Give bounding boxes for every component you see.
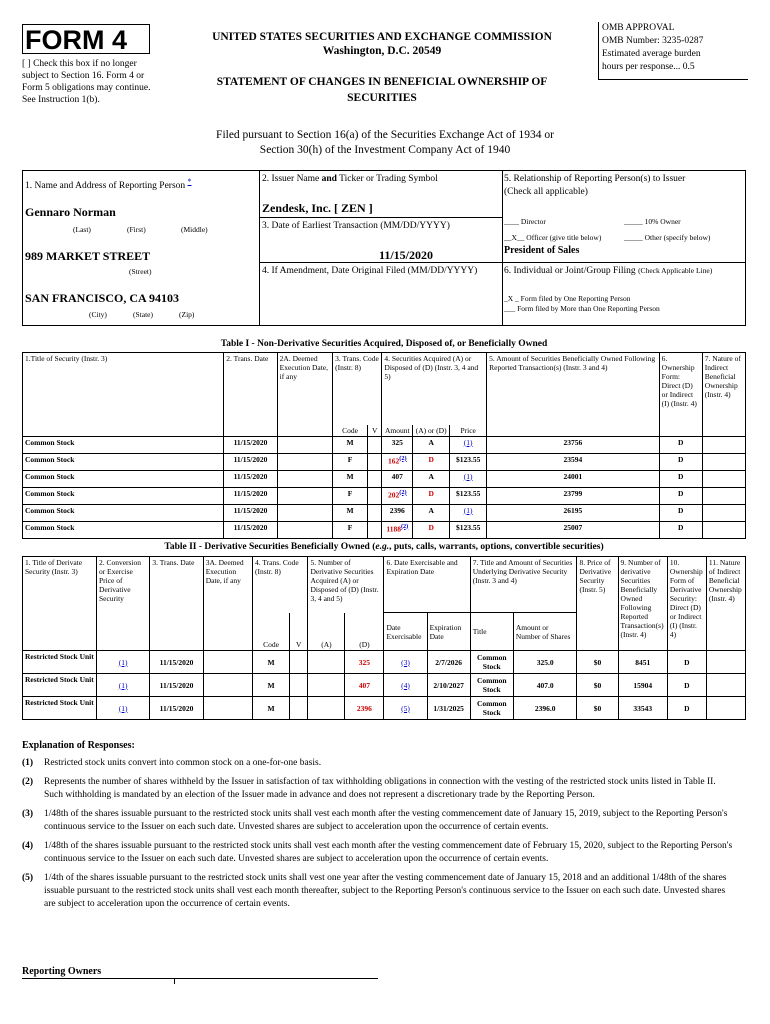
- t1-owned: 24001: [487, 470, 660, 487]
- t2-date: 11/15/2020: [150, 651, 203, 674]
- explanation-text: 1/48th of the shares issuable pursuant to the restricted stock units shall vest each month after the vesting commencement date of January 15, 2019, subject to the Reporting Person's continuous service to the Issuer on each such date. Unvested shares are subject to acceleration upon the occurrence of certain events.: [44, 809, 728, 832]
- t2-h-nature: 11. Nature of Indirect Beneficial Ownership (Instr. 4): [706, 557, 745, 651]
- t2-d: 325: [345, 651, 384, 674]
- t1-deemed: [277, 504, 332, 521]
- t2-exercisable[interactable]: (5): [384, 697, 427, 720]
- explanation-item: [22, 776, 742, 802]
- t1-amount-value: 325: [391, 437, 403, 447]
- t2-h-number: 5. Number of Derivative Securities Acquired (A) or Disposed of (D) (Instr. 3, 4 and 5): [308, 557, 384, 613]
- t2-a: [308, 697, 345, 720]
- t2-code: M: [253, 651, 290, 674]
- t1-owned: 23799: [487, 487, 660, 504]
- t2-price: $0: [577, 651, 618, 674]
- t1-date: 11/15/2020: [224, 504, 277, 521]
- table2-title-post: , puts, calls, warrants, options, convertible securities): [389, 542, 604, 552]
- t1-amount-value: 202: [388, 490, 400, 499]
- middle-label: (Middle): [181, 225, 208, 234]
- t2-owned: 8451: [618, 651, 667, 674]
- t1-v: [368, 436, 382, 453]
- t2-h-conv: 2. Conversion or Exercise Price of Derivative Security: [96, 557, 149, 651]
- t1-owned: 25007: [487, 521, 660, 538]
- t2-shares: 325.0: [513, 651, 577, 674]
- agency-line-2: Washington, D.C. 20549: [322, 45, 442, 57]
- earliest-transaction-box: [259, 217, 503, 263]
- issuer-label-and: and: [321, 174, 337, 184]
- table1-title: Table I - Non-Derivative Securities Acquired, Disposed of, or Beneficially Owned: [220, 339, 548, 349]
- t1-date: 11/15/2020: [224, 453, 277, 470]
- t2-nature: [706, 697, 745, 720]
- t2-d: 2396: [345, 697, 384, 720]
- t1-aord: D: [413, 521, 450, 538]
- reporting-person-box: [22, 170, 260, 326]
- t1-v: [368, 504, 382, 521]
- t1-aord: D: [413, 453, 450, 470]
- t2-conv[interactable]: (1): [96, 697, 149, 720]
- t2-v: [289, 697, 307, 720]
- t1-price[interactable]: (1): [450, 504, 487, 521]
- t1-deemed: [277, 487, 332, 504]
- t2-h-v: V: [289, 613, 307, 651]
- t1-amount-footnote-link[interactable]: (2): [399, 454, 407, 462]
- explanation-number: (3): [22, 809, 34, 819]
- explanation-number: (2): [22, 777, 34, 787]
- t1-title: Common Stock: [23, 487, 224, 504]
- t1-nature: [702, 487, 745, 504]
- t2-h-exp: Expiration Date: [427, 613, 470, 651]
- explanation-text: 1/48th of the shares issuable pursuant to the restricted stock units shall vest each month after the vesting commencement date of February 15, 2020, subject to the Reporting Person's continuous service to the Issuer on each such date. Unvested shares are subject to acceleration upon the occurrence of certain events.: [44, 841, 733, 864]
- t2-date: 11/15/2020: [150, 697, 203, 720]
- t1-deemed: [277, 453, 332, 470]
- t2-h-amt: Amount or Number of Shares: [513, 613, 577, 651]
- t1-deemed: [277, 521, 332, 538]
- t1-price: $123.55: [450, 453, 487, 470]
- t1-h-acquired: 4. Securities Acquired (A) or Disposed of (D) (Instr. 3, 4 and 5): [382, 353, 487, 425]
- other-checkbox[interactable]: _____ Other (specify below): [624, 233, 711, 242]
- t1-price: $123.55: [450, 487, 487, 504]
- t1-code: F: [333, 487, 368, 504]
- t1-title: Common Stock: [23, 453, 224, 470]
- omb-line-4: hours per response... 0.5: [602, 62, 695, 72]
- table-row: [23, 470, 746, 487]
- statement-line-1: STATEMENT OF CHANGES IN BENEFICIAL OWNERSHIP OF: [216, 76, 548, 88]
- t1-code: M: [333, 504, 368, 521]
- t2-nature: [706, 674, 745, 697]
- street-label: (Street): [129, 267, 152, 276]
- statement-line-2: SECURITIES: [347, 92, 417, 104]
- omb-line-2: OMB Number: 3235-0287: [602, 36, 704, 46]
- explanation-text: Restricted stock units convert into common stock on a one-for-one basis.: [44, 758, 322, 768]
- ten-percent-owner-checkbox[interactable]: _____ 10% Owner: [624, 217, 681, 226]
- t1-v: [368, 487, 382, 504]
- last-label: (Last): [73, 225, 91, 234]
- t1-h-owned: 5. Amount of Securities Beneficially Owned Following Reported Transaction(s) (Instr. 3 and 4): [487, 353, 660, 437]
- t1-h-nature: 7. Nature of Indirect Beneficial Ownership (Instr. 4): [702, 353, 745, 437]
- t2-h-a: (A): [308, 613, 345, 651]
- amendment-box: [259, 262, 503, 326]
- director-checkbox[interactable]: ____ Director: [504, 217, 546, 226]
- t2-code: M: [253, 697, 290, 720]
- explanation-text: 1/4th of the shares issuable pursuant to the restricted stock units shall vest one year after the vesting commencement date of January 15, 2018 and an additional 1/48th of the shares issuable pursuant to the restricted stock units shall vest each month thereafter, subject to the Reporting Person's continuous service to the Issuer on each such date. Unvested shares are subject to acceleration upon the occurrence of certain events.: [44, 873, 727, 909]
- table-row: [23, 453, 746, 470]
- t1-amount: [382, 487, 413, 504]
- reporting-owners-title: Reporting Owners: [22, 966, 102, 977]
- t2-a: [308, 651, 345, 674]
- filed-line-1: Filed pursuant to Section 16(a) of the Securities Exchange Act of 1934 or: [216, 129, 554, 141]
- t2-code: M: [253, 674, 290, 697]
- relationship-label: 5. Relationship of Reporting Person(s) to Issuer: [504, 174, 686, 184]
- explanation-list: [22, 757, 742, 917]
- t1-date: 11/15/2020: [224, 487, 277, 504]
- reporting-person-label: 1. Name and Address of Reporting Person: [25, 181, 186, 192]
- t2-conv[interactable]: (1): [96, 674, 149, 697]
- t2-h-date: 3. Trans. Date: [150, 557, 203, 651]
- explanation-item: [22, 840, 742, 866]
- t1-code: M: [333, 436, 368, 453]
- t1-form: D: [659, 521, 702, 538]
- check-box-note: [ ] Check this box if no longer subject to Section 16. Form 4 or Form 5 obligations may continue. See Instruction 1(b).: [22, 59, 151, 105]
- t2-h-code-sub: Code: [253, 613, 290, 651]
- explanation-item: [22, 757, 742, 770]
- t2-nature: [706, 651, 745, 674]
- table-row: [23, 697, 746, 720]
- relationship-sublabel: (Check all applicable): [504, 187, 588, 197]
- agency-name: [172, 30, 592, 58]
- t1-owned: 26195: [487, 504, 660, 521]
- t1-h-title: 1.Title of Security (Instr. 3): [23, 353, 224, 437]
- t2-deemed: [203, 651, 252, 674]
- t1-code: M: [333, 470, 368, 487]
- t2-title: Restricted Stock Unit: [23, 651, 97, 674]
- t2-conv[interactable]: (1): [96, 651, 149, 674]
- relationship-box: [502, 170, 746, 263]
- t1-deemed: [277, 436, 332, 453]
- table-row: [23, 504, 746, 521]
- table-row: [23, 674, 746, 697]
- t2-form: D: [667, 651, 706, 674]
- t2-price: $0: [577, 697, 618, 720]
- t1-v: [368, 453, 382, 470]
- t1-aord: A: [413, 470, 450, 487]
- t2-underlying: Common Stock: [470, 674, 513, 697]
- table-row: [23, 436, 746, 453]
- t1-h-code-sub: Code: [333, 425, 368, 437]
- t1-aord: D: [413, 487, 450, 504]
- t2-title: Restricted Stock Unit: [23, 674, 97, 697]
- t2-form: D: [667, 697, 706, 720]
- t1-price: $123.55: [450, 521, 487, 538]
- t1-h-price: Price: [450, 425, 487, 437]
- t1-amount: [382, 436, 413, 453]
- filing-label: 6. Individual or Joint/Group Filing: [504, 266, 636, 276]
- city-state-zip: SAN FRANCISCO, CA 94103: [25, 291, 180, 305]
- t1-h-deemed: 2A. Deemed Execution Date, if any: [277, 353, 332, 437]
- city-label: (City): [89, 310, 107, 319]
- t1-amount: [382, 504, 413, 521]
- table1-header-row: [23, 353, 746, 425]
- t1-amount: [382, 521, 413, 538]
- explanation-text: Represents the number of shares withheld by the Issuer in satisfaction of tax withholding obligations in connection with the vesting of the restricted stock units listed in Table II. Such withholding is mandated by an election of the Issuer made in advance and does not represent a discretionary trade by the Reporting Person.: [44, 777, 716, 800]
- t1-aord: A: [413, 504, 450, 521]
- t1-nature: [702, 470, 745, 487]
- t1-date: 11/15/2020: [224, 436, 277, 453]
- table2-header-row: [23, 557, 746, 613]
- earliest-transaction-date: 11/15/2020: [379, 248, 434, 262]
- amendment-label: 4. If Amendment, Date Original Filed (MM/DD/YYYY): [262, 266, 478, 276]
- state-label: (State): [133, 310, 153, 319]
- table-row: [23, 487, 746, 504]
- t2-underlying: Common Stock: [470, 697, 513, 720]
- t2-v: [289, 651, 307, 674]
- t2-h-d: (D): [345, 613, 384, 651]
- t2-underlying: Common Stock: [470, 651, 513, 674]
- t1-title: Common Stock: [23, 521, 224, 538]
- t1-nature: [702, 504, 745, 521]
- t2-owned: 33543: [618, 697, 667, 720]
- explanation-number: (4): [22, 841, 34, 851]
- table-row: [23, 651, 746, 674]
- issuer-label-pre: 2. Issuer Name: [262, 174, 322, 184]
- t1-price[interactable]: (1): [450, 470, 487, 487]
- issuer-name: Zendesk, Inc. [ ZEN ]: [262, 201, 373, 215]
- t1-price[interactable]: (1): [450, 436, 487, 453]
- t2-exercisable[interactable]: (4): [384, 674, 427, 697]
- t1-title: Common Stock: [23, 470, 224, 487]
- issuer-label-post: Ticker or Trading Symbol: [336, 174, 438, 184]
- t2-expiration: 1/31/2025: [427, 697, 470, 720]
- table2-title: [22, 542, 746, 552]
- omb-line-1: OMB APPROVAL: [602, 23, 675, 33]
- t2-h-date-ex: Date Exercisable: [384, 613, 427, 651]
- explanation-number: (1): [22, 758, 34, 768]
- table1: [22, 352, 746, 539]
- t2-exercisable[interactable]: (3): [384, 651, 427, 674]
- t1-form: D: [659, 470, 702, 487]
- t2-shares: 407.0: [513, 674, 577, 697]
- officer-title: President of Sales: [504, 245, 580, 256]
- t2-h-underlying: 7. Title and Amount of Securities Underlying Derivative Security (Instr. 3 and 4): [470, 557, 577, 613]
- filing-more-persons[interactable]: ___ Form filed by More than One Reporting Person: [504, 304, 660, 313]
- t2-d: 407: [345, 674, 384, 697]
- earliest-transaction-label: 3. Date of Earliest Transaction (MM/DD/YYYY): [262, 221, 450, 231]
- omb-approval-box: [598, 22, 748, 80]
- t2-h-owned: 9. Number of derivative Securities Beneficially Owned Following Reported Transaction(s) (Instr. 4): [618, 557, 667, 651]
- filed-line-2: Section 30(h) of the Investment Company Act of 1940: [259, 144, 511, 156]
- t2-expiration: 2/7/2026: [427, 651, 470, 674]
- t1-h-aord: (A) or (D): [413, 425, 450, 437]
- reporting-owners-divider: [174, 978, 175, 984]
- t1-owned: 23594: [487, 453, 660, 470]
- t2-h-deemed: 3A. Deemed Execution Date, if any: [203, 557, 252, 651]
- t2-h-price: 8. Price of Derivative Security (Instr. 5): [577, 557, 618, 651]
- t1-aord: A: [413, 436, 450, 453]
- t1-v: [368, 470, 382, 487]
- t1-amount: [382, 470, 413, 487]
- street-address: 989 MARKET STREET: [25, 249, 151, 263]
- t1-title: Common Stock: [23, 504, 224, 521]
- t1-form: D: [659, 436, 702, 453]
- table2: [22, 556, 746, 720]
- t2-owned: 15904: [618, 674, 667, 697]
- t1-owned: 23756: [487, 436, 660, 453]
- reporting-person-name: Gennaro Norman: [25, 205, 116, 219]
- t1-code: F: [333, 453, 368, 470]
- issuer-box: [259, 170, 503, 218]
- filing-label-small: (Check Applicable Line): [638, 266, 713, 275]
- t1-amount-value: 2396: [389, 505, 405, 515]
- explanation-number: (5): [22, 873, 34, 883]
- explanation-title: Explanation of Responses:: [22, 740, 135, 751]
- t1-h-date: 2. Trans. Date: [224, 353, 277, 437]
- t1-amount: [382, 453, 413, 470]
- table-row: [23, 521, 746, 538]
- t1-nature: [702, 521, 745, 538]
- t2-h-form: 10. Ownership Form of Derivative Security: Direct (D) or Indirect (I) (Instr. 4): [667, 557, 706, 651]
- t1-amount-footnote-link[interactable]: (2): [400, 522, 409, 530]
- t1-amount-footnote-link[interactable]: (2): [399, 488, 407, 496]
- t1-title: Common Stock: [23, 436, 224, 453]
- t2-expiration: 2/10/2027: [427, 674, 470, 697]
- t1-amount-value: 162: [388, 456, 400, 465]
- reporting-person-footnote-link[interactable]: *: [187, 177, 192, 186]
- issuer-label: [262, 174, 438, 184]
- t2-h-exercisable: 6. Date Exercisable and Expiration Date: [384, 557, 470, 613]
- t1-code: F: [333, 521, 368, 538]
- t2-h-under-title: Title: [470, 613, 513, 651]
- omb-line-3: Estimated average burden: [602, 49, 701, 59]
- t1-amount-value: 1188: [386, 524, 401, 533]
- t2-shares: 2396.0: [513, 697, 577, 720]
- officer-checkbox[interactable]: __X__ Officer (give title below): [504, 233, 602, 242]
- filed-pursuant-text: [150, 128, 620, 158]
- t1-v: [368, 521, 382, 538]
- zip-label: (Zip): [179, 310, 195, 319]
- statement-title: [172, 74, 592, 106]
- t1-h-amount: Amount: [382, 425, 413, 437]
- t1-h-form: 6. Ownership Form: Direct (D) or Indirect (I) (Instr. 4): [659, 353, 702, 437]
- reporting-owners-table-edge: [22, 978, 378, 979]
- first-label: (First): [127, 225, 146, 234]
- t1-form: D: [659, 504, 702, 521]
- filing-box: [502, 262, 746, 326]
- filing-one-person[interactable]: _X _ Form filed by One Reporting Person: [504, 294, 631, 303]
- t2-price: $0: [577, 674, 618, 697]
- t2-deemed: [203, 697, 252, 720]
- t2-deemed: [203, 674, 252, 697]
- explanation-item: [22, 808, 742, 834]
- t1-h-code: 3. Trans. Code (Instr. 8): [333, 353, 382, 425]
- form-title: FORM 4: [22, 24, 150, 54]
- t2-title: Restricted Stock Unit: [23, 697, 97, 720]
- t2-h-code: 4. Trans. Code (Instr. 8): [253, 557, 308, 613]
- t2-h-title: 1. Title of Derivate Security (Instr. 3): [23, 557, 97, 651]
- t1-deemed: [277, 470, 332, 487]
- t2-a: [308, 674, 345, 697]
- t2-date: 11/15/2020: [150, 674, 203, 697]
- t1-date: 11/15/2020: [224, 521, 277, 538]
- t1-form: D: [659, 487, 702, 504]
- agency-line-1: UNITED STATES SECURITIES AND EXCHANGE COMMISSION: [212, 31, 552, 43]
- t1-nature: [702, 453, 745, 470]
- t1-form: D: [659, 453, 702, 470]
- t1-date: 11/15/2020: [224, 470, 277, 487]
- table2-title-pre: Table II - Derivative Securities Beneficially Owned (: [164, 542, 376, 552]
- t2-v: [289, 674, 307, 697]
- explanation-item: [22, 872, 742, 911]
- t2-form: D: [667, 674, 706, 697]
- t1-h-v: V: [368, 425, 382, 437]
- t1-nature: [702, 436, 745, 453]
- t1-amount-value: 407: [391, 471, 403, 481]
- table2-title-eg: e.g.: [375, 542, 390, 552]
